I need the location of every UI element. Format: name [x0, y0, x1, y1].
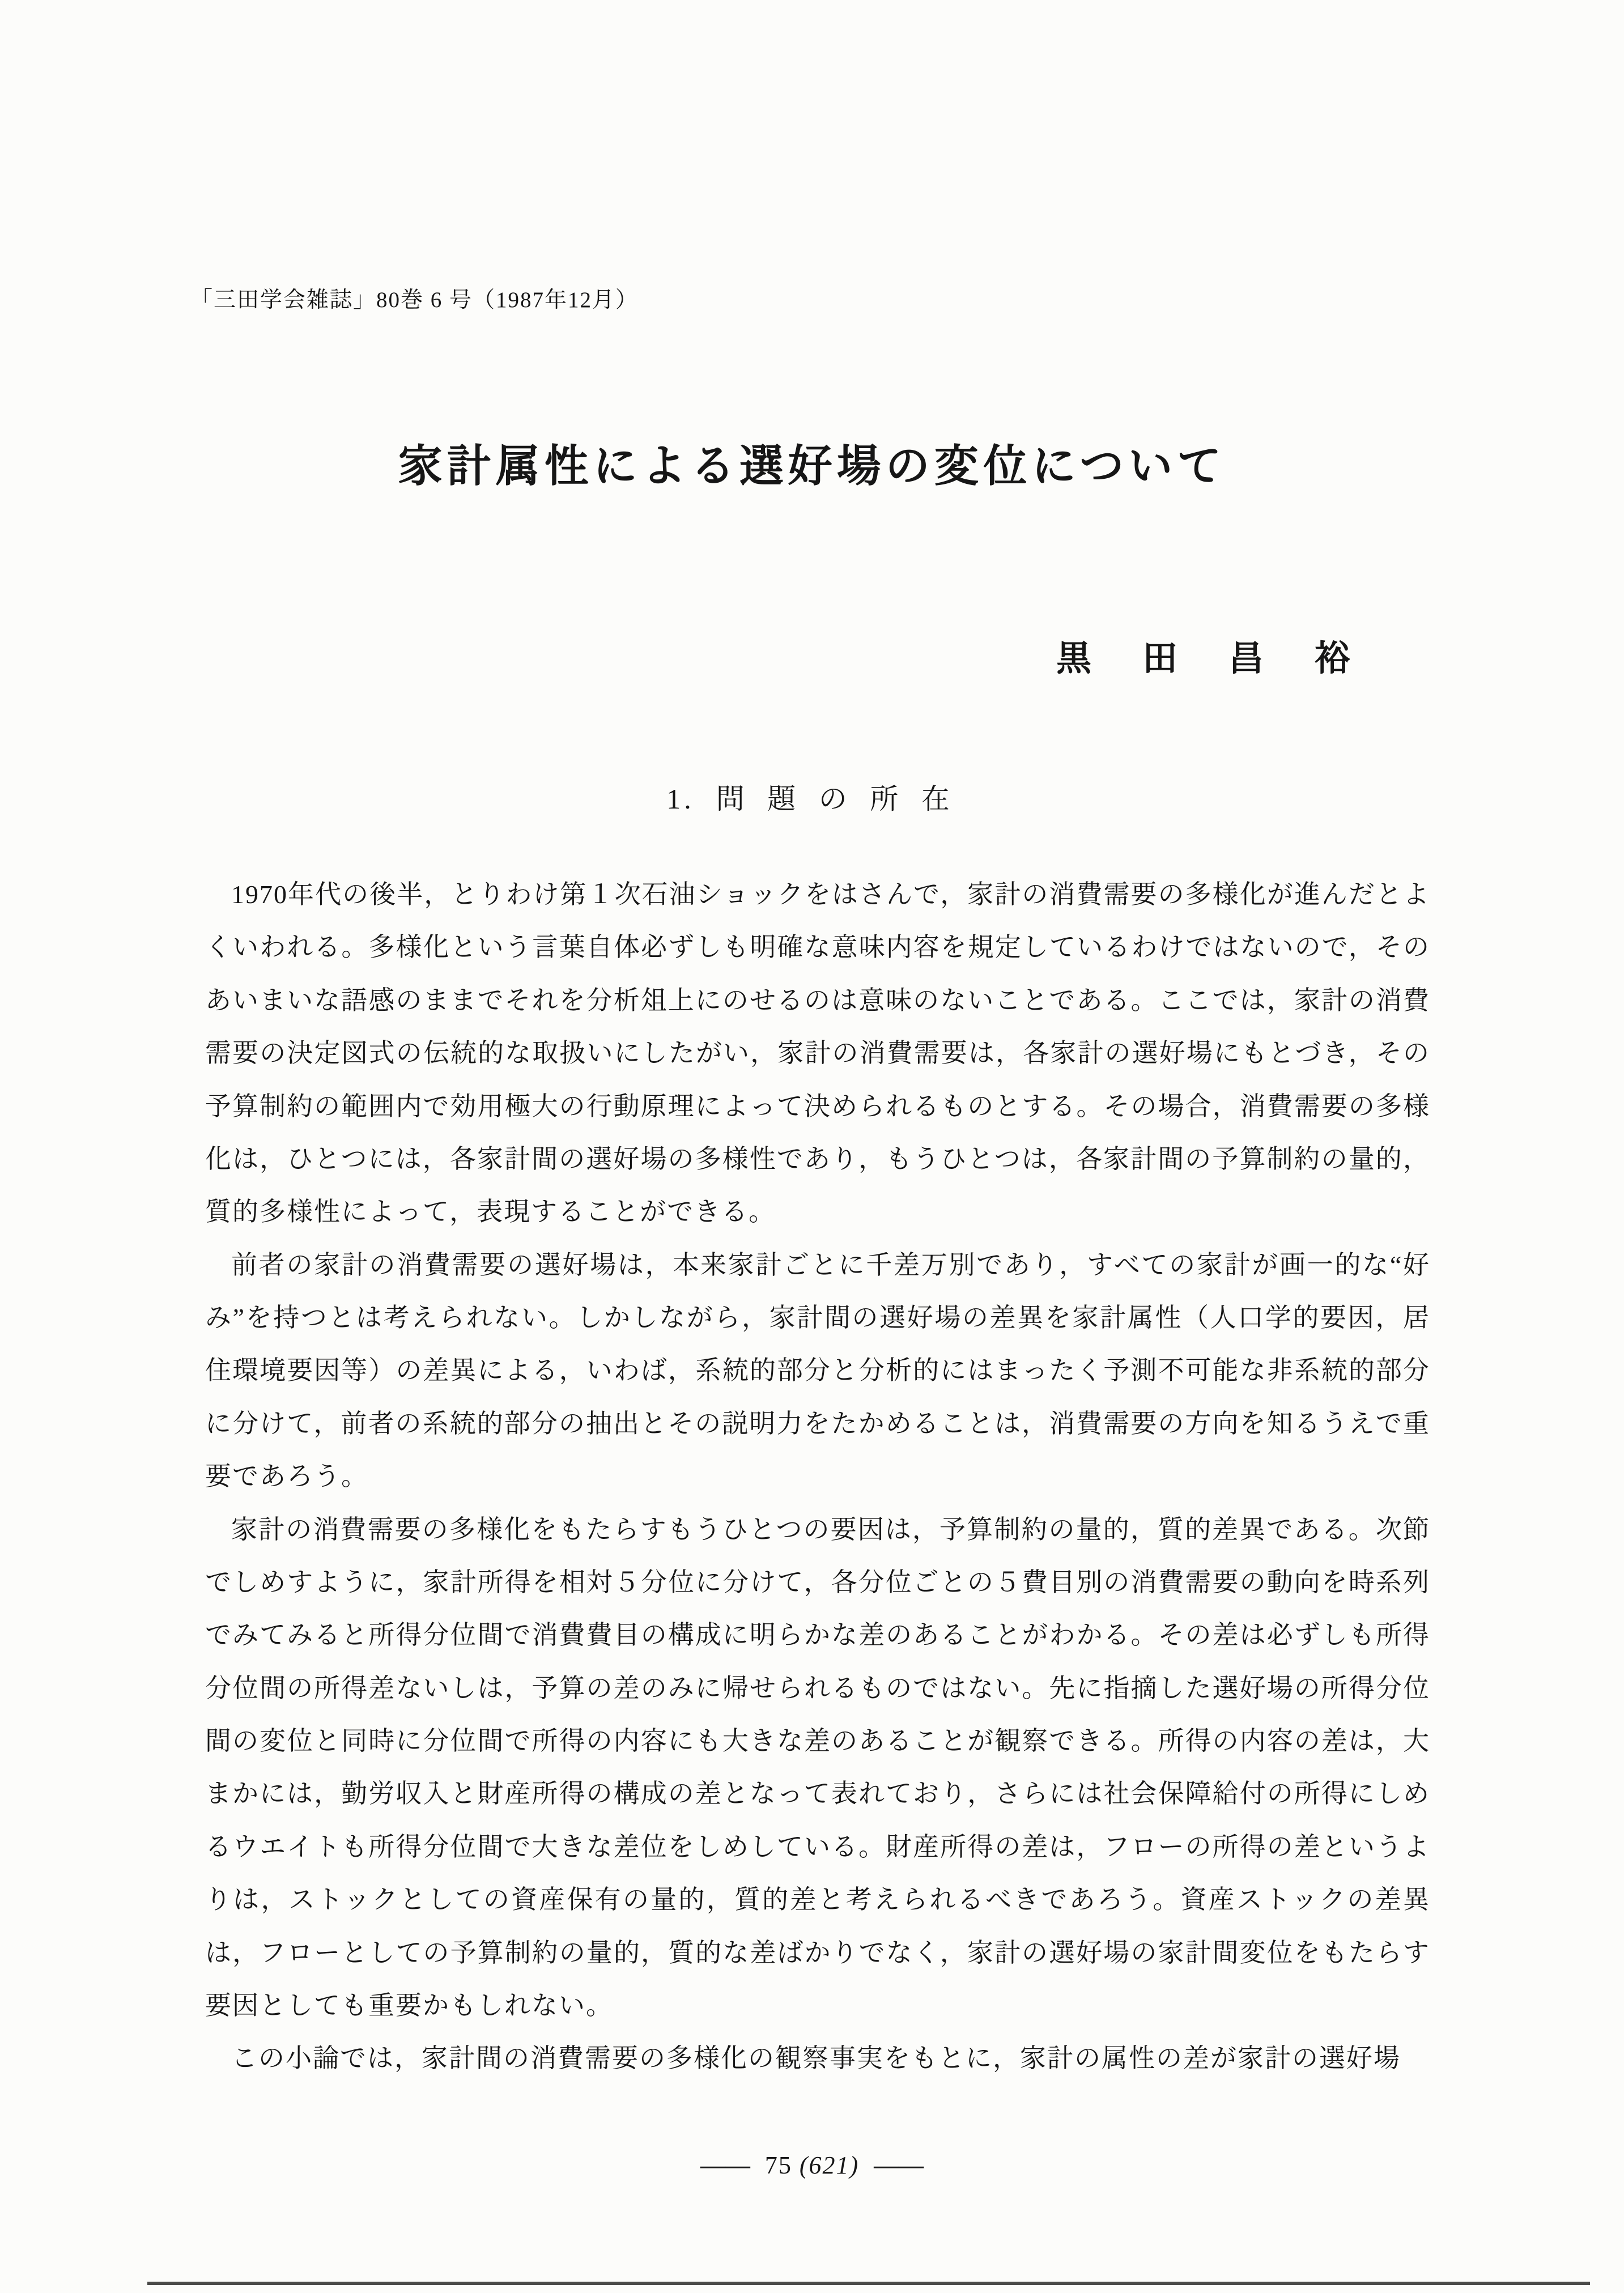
- article-body: [205, 868, 1430, 2085]
- footer-issue-number: (621): [799, 2151, 860, 2179]
- section-heading: [0, 776, 1624, 817]
- paragraph: この小論では，家計間の消費需要の多様化の観察事実をもとに，家計の属性の差が家計の選好場: [231, 2044, 1401, 2073]
- paragraph: 家計の消費需要の多様化をもたらすもうひとつの要因は，予算制約の量的，質的差異である。次節でしめすように，家計所得を相対５分位に分けて，各分位ごとの５費目別の消費需要の動向を時系列でみてみると所得分位間で消費費目の構成に明らかな差のあることがわかる。その差は必ずしも所得分位間の所得差ないしは，予算の差のみに帰せられるものではない。先に指摘した選好場の所得分位間の変位と同時に分位間で所得の内容にも大きな差のあることが観察できる。所得の内容の差は，大まかには，勤労収入と財産所得の構成の差となって表れており，さらには社会保障給付の所得にしめるウエイトも所得分位間で大きな差位をしめしている。財産所得の差は，フローの所得の差というよりは，ストックとしての資産保有の量的，質的差と考えられるべきであろう。資産ストックの差異は，フローとしての予算制約の量的，質的な差ばかりでなく，家計の選好場の家計間変位をもたらす要因としても重要かもしれない。: [205, 1515, 1430, 2020]
- section-title: 問 題 の 所 在: [716, 783, 958, 815]
- paragraph: 1970年代の後半，とりわけ第１次石油ショックをはさんで，家計の消費需要の多様化が進んだとよくいわれる。多様化という言葉自体必ずしも明確な意味内容を規定しているわけではないので，そのあいまいな語感のままでそれを分析俎上にのせるのは意味のないことである。ここでは，家計の消費需要の決定図式の伝統的な取扱いにしたがい，家計の消費需要は，各家計の選好場にもとづき，その予算制約の範囲内で効用極大の行動原理によって決められるものとする。その場合，消費需要の多様化は，ひとつには，各家計間の選好場の多様性であり，もうひとつは，各家計間の予算制約の量的，質的多様性によって，表現することができる。: [205, 880, 1430, 1227]
- author-name: 黒 田 昌 裕: [1056, 640, 1358, 678]
- footer-dash-right: ――: [874, 2151, 924, 2179]
- paragraph: 前者の家計の消費需要の選好場は，本来家計ごとに千差万別であり，すべての家計が画一的な“好み”を持つとは考えられない。しかしながら，家計間の選好場の差異を家計属性（人口学的要因，居住環境要因等）の差異による，いわば，系統的部分と分析的にはまったく予測不可能な非系統的部分に分けて，前者の系統的部分の抽出とその説明力をたかめることは，消費需要の方向を知るうえで重要であろう。: [205, 1250, 1430, 1491]
- page-footer: [0, 2151, 1624, 2180]
- footer-dash-left: ――: [700, 2151, 750, 2179]
- footer-page-number: 75: [764, 2151, 792, 2179]
- section-number: 1.: [666, 783, 695, 815]
- journal-citation-line: 「三田学会雑誌」80巻 6 号（1987年12月）: [190, 288, 639, 312]
- paper-title: 家計属性による選好場の変位について: [398, 441, 1226, 491]
- scan-edge-artifact: [147, 2282, 1590, 2285]
